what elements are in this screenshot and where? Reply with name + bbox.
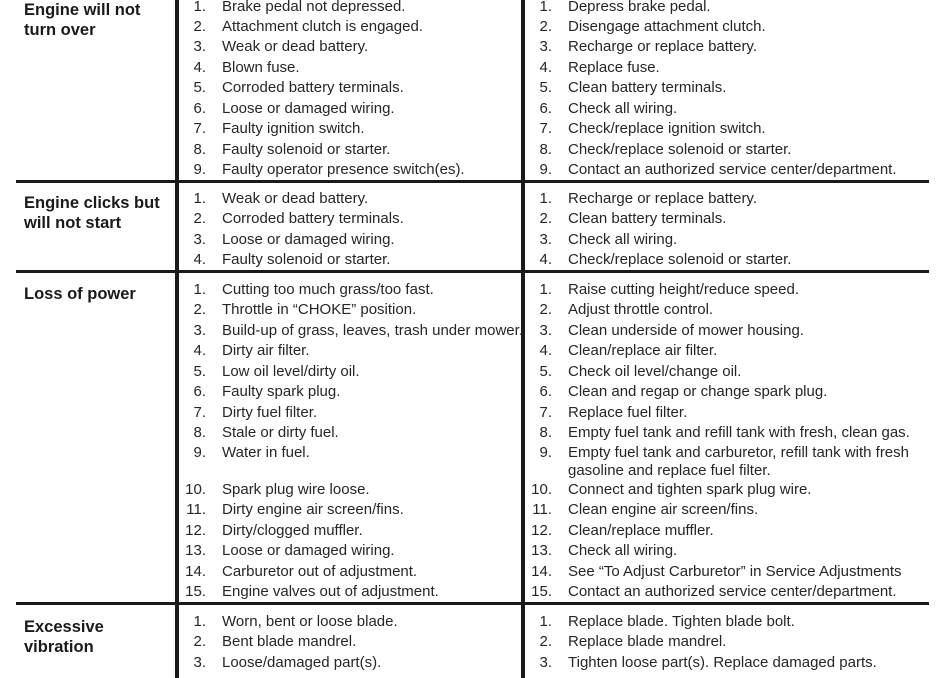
remedy-text-line: Check/replace solenoid or starter. <box>568 251 792 268</box>
cause-text <box>222 301 416 319</box>
problem-label <box>24 193 174 233</box>
remedy-number: 1. <box>539 613 552 630</box>
cause-text-line: Blown fuse. <box>222 59 300 76</box>
cause-text-line: Water in fuel. <box>222 444 310 461</box>
remedy-text-line: Check all wiring. <box>568 231 678 248</box>
remedy-text <box>568 281 799 299</box>
problem-label <box>24 284 174 304</box>
cause-text-line: Attachment clutch is engaged. <box>222 18 423 35</box>
remedy-text <box>568 563 902 581</box>
cause-text <box>222 424 339 442</box>
cause-text-line: Corroded battery terminals. <box>222 210 404 227</box>
cause-text-line: Weak or dead battery. <box>222 190 369 207</box>
problem-label-line: vibration <box>24 638 94 656</box>
cause-text-line: Throttle in “CHOKE” position. <box>222 301 417 318</box>
cause-number: 9. <box>193 444 206 461</box>
problem-label-line: Engine will not <box>24 1 141 19</box>
cause-text <box>222 654 381 672</box>
cause-text-line: Faulty spark plug. <box>222 383 341 400</box>
cause-text <box>222 251 390 269</box>
cause-number: 4. <box>193 342 206 359</box>
cause-text-line: Loose/damaged part(s). <box>222 654 382 671</box>
remedy-number: 8. <box>539 424 552 441</box>
remedy-number: 1. <box>539 281 552 298</box>
remedy-text <box>568 363 741 381</box>
remedy-text-line: Replace fuel filter. <box>568 404 688 421</box>
remedy-text-line: Replace fuse. <box>568 59 660 76</box>
cause-text <box>222 190 368 208</box>
remedy-text-line: Clean battery terminals. <box>568 79 727 96</box>
remedy-number: 14. <box>531 563 552 580</box>
remedy-text-line: Replace blade. Tighten blade bolt. <box>568 613 795 630</box>
remedy-text-line: Check oil level/change oil. <box>568 363 742 380</box>
cause-text <box>222 633 356 651</box>
remedy-text-line: Empty fuel tank and refill tank with fresh, clean gas. <box>568 424 910 441</box>
remedy-text <box>568 251 791 269</box>
remedy-text-line: gasoline and replace fuel filter. <box>568 462 771 479</box>
remedy-text <box>568 100 677 118</box>
row-divider <box>16 180 929 183</box>
remedy-number: 3. <box>539 654 552 671</box>
cause-text <box>222 100 395 118</box>
cause-number: 12. <box>185 522 206 539</box>
cause-number: 2. <box>193 301 206 318</box>
remedy-text <box>568 342 717 360</box>
remedy-text <box>568 444 909 480</box>
remedy-number: 2. <box>539 301 552 318</box>
remedy-number: 6. <box>539 383 552 400</box>
remedy-text-line: Clean and regap or change spark plug. <box>568 383 828 400</box>
remedy-number: 15. <box>531 583 552 600</box>
row-divider <box>16 270 929 273</box>
cause-number: 2. <box>193 18 206 35</box>
cause-text-line: Dirty fuel filter. <box>222 404 318 421</box>
cause-text-line: Dirty air filter. <box>222 342 310 359</box>
cause-number: 1. <box>193 190 206 207</box>
cause-text-line: Cutting too much grass/too fast. <box>222 281 434 298</box>
cause-number: 1. <box>193 0 206 15</box>
remedy-text-line: Clean/replace air filter. <box>568 342 718 359</box>
cause-text <box>222 141 390 159</box>
cause-number: 15. <box>185 583 206 600</box>
remedy-text-line: Empty fuel tank and carburetor, refill tank with fresh <box>568 444 909 461</box>
cause-number: 2. <box>193 210 206 227</box>
remedy-text <box>568 18 766 36</box>
remedy-text <box>568 301 713 319</box>
cause-text <box>222 38 368 56</box>
cause-number: 14. <box>185 563 206 580</box>
remedy-text <box>568 0 711 16</box>
cause-number: 3. <box>193 38 206 55</box>
remedy-text <box>568 383 827 401</box>
remedy-number: 7. <box>539 404 552 421</box>
problem-label-line: Loss of power <box>24 285 136 303</box>
cause-number: 4. <box>193 59 206 76</box>
problem-label <box>24 0 174 40</box>
remedy-text <box>568 161 897 179</box>
remedy-text <box>568 583 897 601</box>
remedy-text-line: Check all wiring. <box>568 100 678 117</box>
remedy-text <box>568 404 687 422</box>
cause-number: 3. <box>193 231 206 248</box>
remedy-number: 10. <box>531 481 552 498</box>
remedy-text <box>568 654 877 672</box>
remedy-text-line: Adjust throttle control. <box>568 301 714 318</box>
remedy-number: 1. <box>539 0 552 15</box>
cause-number: 5. <box>193 79 206 96</box>
remedy-number: 12. <box>531 522 552 539</box>
cause-text-line: Corroded battery terminals. <box>222 79 404 96</box>
remedy-number: 5. <box>539 363 552 380</box>
cause-text <box>222 501 404 519</box>
remedy-text-line: Recharge or replace battery. <box>568 38 757 55</box>
remedy-text-line: Clean engine air screen/fins. <box>568 501 759 518</box>
cause-number: 9. <box>193 161 206 178</box>
remedy-text-line: Replace blade mandrel. <box>568 633 727 650</box>
remedy-text <box>568 481 811 499</box>
remedy-number: 3. <box>539 38 552 55</box>
cause-text <box>222 59 300 77</box>
remedy-text <box>568 59 660 77</box>
remedy-text-line: See “To Adjust Carburetor” in Service Adjustments <box>568 563 902 580</box>
column-divider-problem <box>175 0 179 678</box>
cause-text <box>222 542 395 560</box>
cause-text <box>222 18 423 36</box>
remedy-text-line: Check/replace solenoid or starter. <box>568 141 792 158</box>
remedy-text-line: Contact an authorized service center/department. <box>568 583 897 600</box>
remedy-number: 3. <box>539 231 552 248</box>
cause-text-line: Engine valves out of adjustment. <box>222 583 439 600</box>
remedy-text <box>568 322 804 340</box>
remedy-number: 9. <box>539 444 552 461</box>
cause-text <box>222 79 404 97</box>
cause-number: 7. <box>193 120 206 137</box>
cause-text-line: Faulty ignition switch. <box>222 120 365 137</box>
cause-number: 10. <box>185 481 206 498</box>
remedy-text <box>568 613 795 631</box>
remedy-number: 13. <box>531 542 552 559</box>
remedy-text-line: Disengage attachment clutch. <box>568 18 766 35</box>
cause-text-line: Spark plug wire loose. <box>222 481 370 498</box>
remedy-text-line: Connect and tighten spark plug wire. <box>568 481 812 498</box>
remedy-text-line: Clean/replace muffler. <box>568 522 714 539</box>
remedy-text-line: Depress brake pedal. <box>568 0 711 15</box>
cause-text <box>222 231 395 249</box>
cause-number: 13. <box>185 542 206 559</box>
cause-text <box>222 481 370 499</box>
cause-number: 4. <box>193 251 206 268</box>
cause-number: 7. <box>193 404 206 421</box>
cause-text-line: Faulty solenoid or starter. <box>222 251 391 268</box>
cause-text-line: Low oil level/dirty oil. <box>222 363 360 380</box>
remedy-number: 4. <box>539 342 552 359</box>
remedy-number: 7. <box>539 120 552 137</box>
remedy-number: 9. <box>539 161 552 178</box>
remedy-text <box>568 120 766 138</box>
remedy-number: 4. <box>539 59 552 76</box>
row-divider <box>16 602 929 605</box>
cause-number: 1. <box>193 613 206 630</box>
cause-text-line: Build-up of grass, leaves, trash under mower. <box>222 322 523 339</box>
remedy-text <box>568 231 677 249</box>
remedy-text <box>568 210 726 228</box>
remedy-text-line: Clean battery terminals. <box>568 210 727 227</box>
remedy-text-line: Raise cutting height/reduce speed. <box>568 281 799 298</box>
remedy-number: 4. <box>539 251 552 268</box>
cause-text-line: Faulty solenoid or starter. <box>222 141 391 158</box>
cause-number: 2. <box>193 633 206 650</box>
remedy-number: 11. <box>532 501 552 518</box>
problem-label <box>24 617 174 657</box>
remedy-text-line: Clean underside of mower housing. <box>568 322 804 339</box>
remedy-text <box>568 79 726 97</box>
remedy-text <box>568 190 757 208</box>
cause-text <box>222 210 404 228</box>
cause-text <box>222 444 310 462</box>
remedy-text <box>568 424 910 442</box>
remedy-number: 8. <box>539 141 552 158</box>
cause-number: 8. <box>193 141 206 158</box>
cause-text-line: Weak or dead battery. <box>222 38 369 55</box>
cause-number: 5. <box>193 363 206 380</box>
remedy-text <box>568 633 726 651</box>
remedy-text <box>568 141 791 159</box>
remedy-text-line: Recharge or replace battery. <box>568 190 757 207</box>
cause-text <box>222 522 363 540</box>
remedy-text-line: Contact an authorized service center/department. <box>568 161 897 178</box>
cause-text <box>222 383 340 401</box>
cause-number: 6. <box>193 383 206 400</box>
cause-number: 11. <box>186 501 206 518</box>
remedy-number: 5. <box>539 79 552 96</box>
cause-text-line: Dirty engine air screen/fins. <box>222 501 404 518</box>
cause-text <box>222 363 360 381</box>
remedy-number: 2. <box>539 633 552 650</box>
cause-text-line: Loose or damaged wiring. <box>222 542 395 559</box>
remedy-text-line: Tighten loose part(s). Replace damaged parts. <box>568 654 877 671</box>
cause-text-line: Brake pedal not depressed. <box>222 0 406 15</box>
cause-text <box>222 322 523 340</box>
cause-text-line: Dirty/clogged muffler. <box>222 522 363 539</box>
cause-text-line: Loose or damaged wiring. <box>222 231 395 248</box>
problem-label-line: will not start <box>24 214 122 232</box>
remedy-number: 6. <box>539 100 552 117</box>
remedy-text-line: Check all wiring. <box>568 542 678 559</box>
remedy-number: 2. <box>539 18 552 35</box>
cause-text <box>222 161 465 179</box>
remedy-text <box>568 522 714 540</box>
remedy-number: 2. <box>539 210 552 227</box>
remedy-text <box>568 38 757 56</box>
cause-text-line: Loose or damaged wiring. <box>222 100 395 117</box>
problem-label-line: Engine clicks but <box>24 194 160 212</box>
remedy-number: 3. <box>539 322 552 339</box>
cause-text-line: Carburetor out of adjustment. <box>222 563 418 580</box>
problem-label-line: Excessive <box>24 618 104 636</box>
cause-text <box>222 342 310 360</box>
cause-text-line: Faulty operator presence switch(es). <box>222 161 465 178</box>
cause-text <box>222 281 434 299</box>
cause-text <box>222 404 317 422</box>
cause-text <box>222 120 365 138</box>
remedy-text <box>568 542 677 560</box>
cause-text <box>222 583 439 601</box>
cause-text-line: Worn, bent or loose blade. <box>222 613 398 630</box>
cause-number: 3. <box>193 654 206 671</box>
remedy-text-line: Check/replace ignition switch. <box>568 120 766 137</box>
remedy-text <box>568 501 758 519</box>
cause-text <box>222 613 398 631</box>
cause-number: 8. <box>193 424 206 441</box>
cause-text-line: Bent blade mandrel. <box>222 633 357 650</box>
remedy-number: 1. <box>539 190 552 207</box>
cause-text <box>222 563 417 581</box>
cause-number: 1. <box>193 281 206 298</box>
problem-label-line: turn over <box>24 21 96 39</box>
cause-text <box>222 0 405 16</box>
cause-number: 6. <box>193 100 206 117</box>
cause-text-line: Stale or dirty fuel. <box>222 424 339 441</box>
cause-number: 3. <box>193 322 206 339</box>
